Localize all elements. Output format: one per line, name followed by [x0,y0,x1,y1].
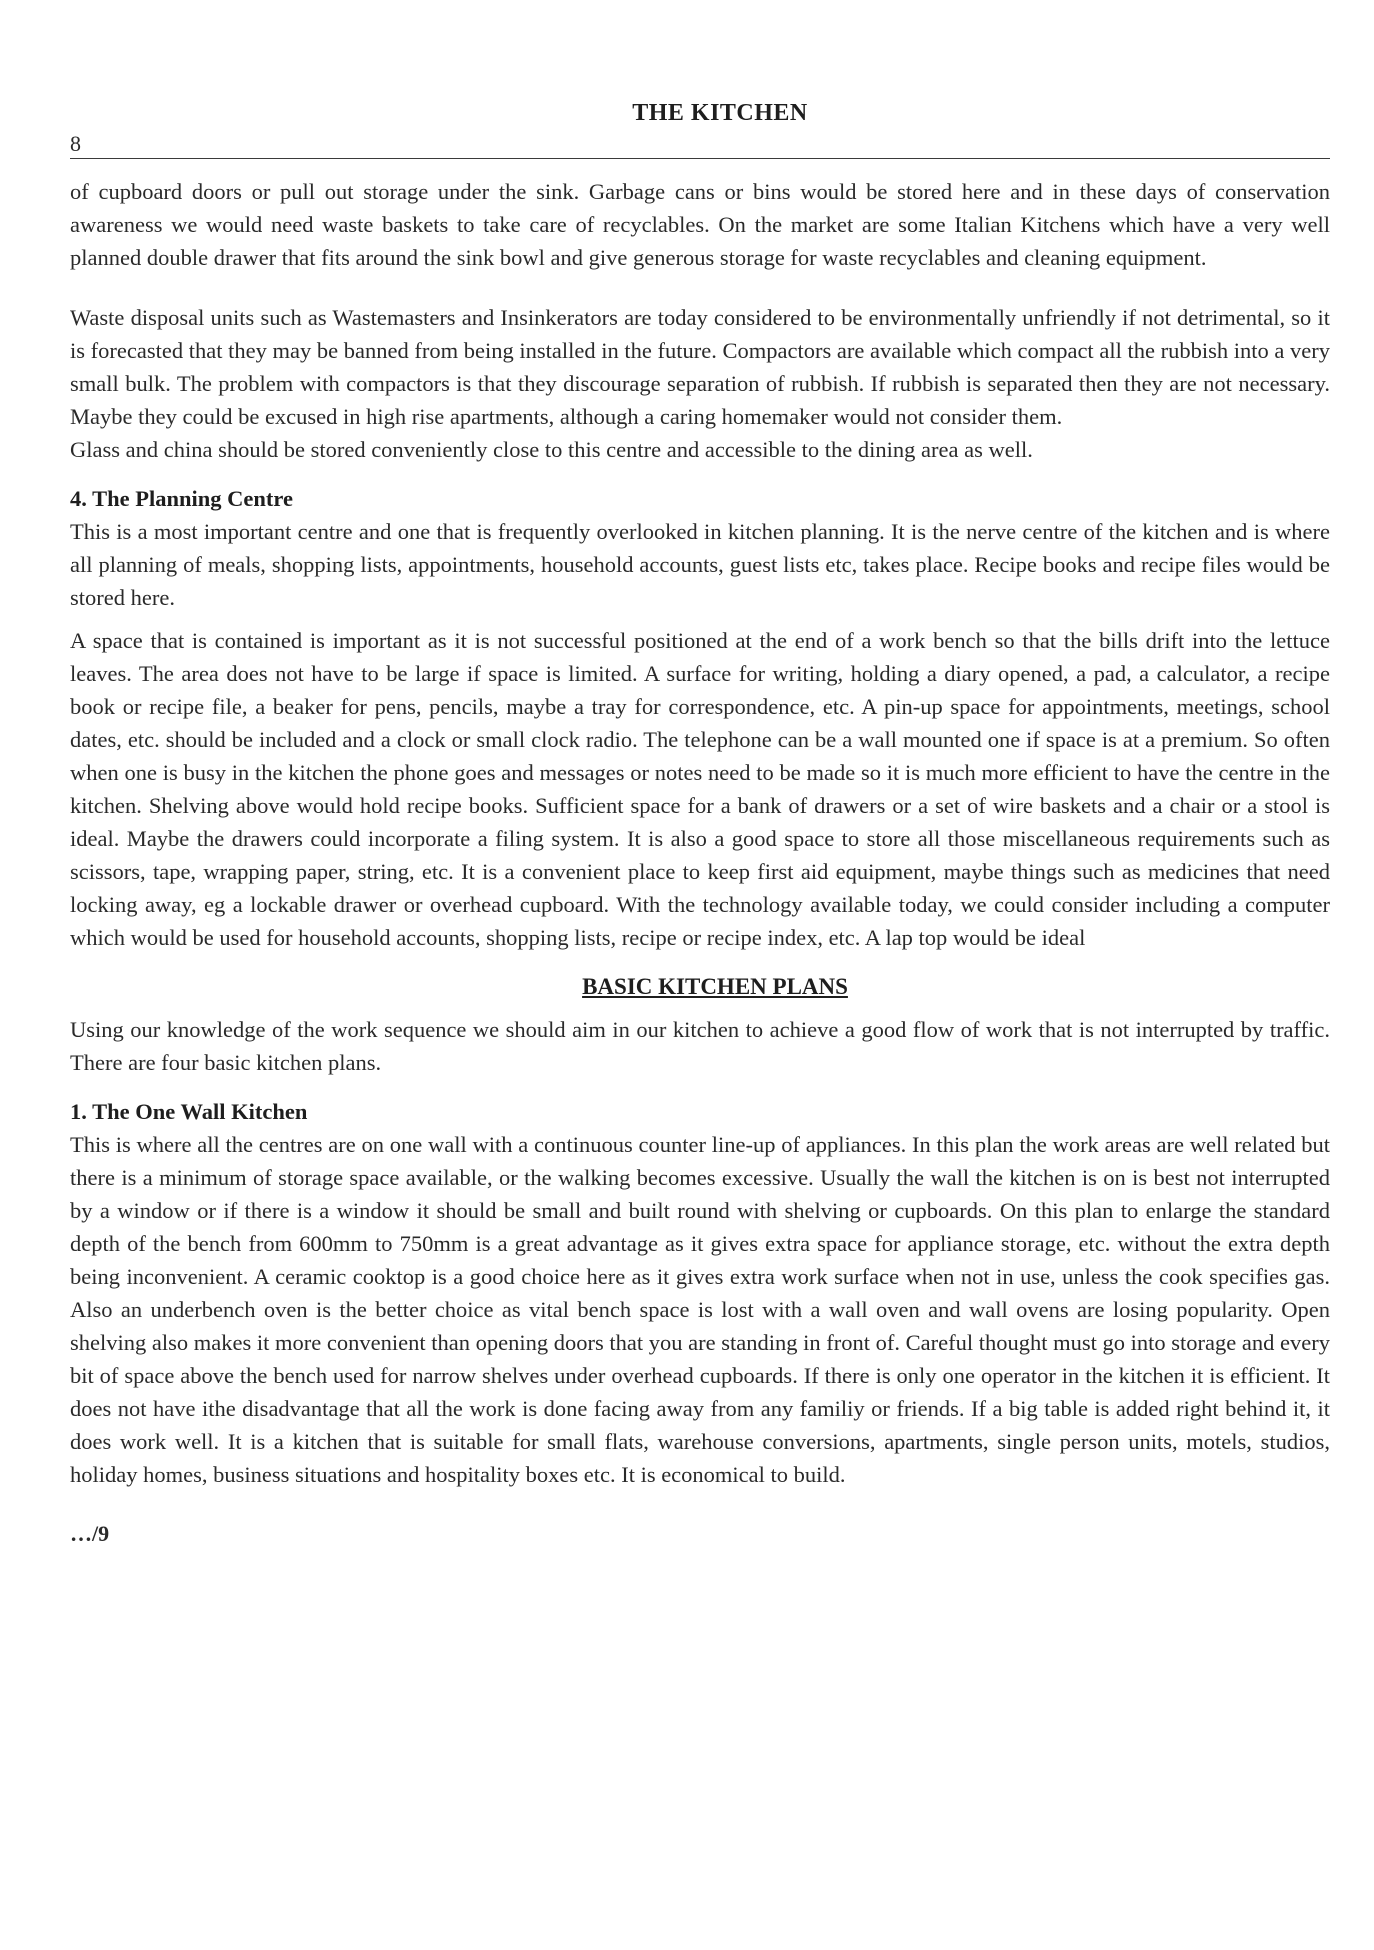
running-title: THE KITCHEN [632,100,808,126]
document-page [70,100,1330,1547]
paragraph-one-wall-kitchen: This is where all the centres are on one wall with a continuous counter line-up of appliances. In this plan the work areas are well related but there is a minimum of storage space available, or the walking becomes excessive. Usually the wall the kitchen is on is best not interrupted by a window or if there is a window it should be small and built round with shelving or cupboards. On this plan to enlarge the standard depth of the bench from 600mm to 750mm is a great advantage as it gives extra space for appliance storage, etc. without the extra depth being inconvenient. A ceramic cooktop is a good choice here as it gives extra work surface when not in use, unless the cook specifies gas. Also an underbench oven is the better choice as vital bench space is lost with a wall oven and wall ovens are losing popularity. Open shelving also makes it more convenient than opening doors that you are standing in front of. Careful thought must go into storage and every bit of space above the bench used for narrow shelves under overhead cupboards. If there is only one operator in the kitchen it is efficient. It does not have ithe disadvantage that all the work is done facing away from any familiy or friends. If a big table is added right behind it, it does work well. It is a kitchen that is suitable for small flats, warehouse conversions, apartments, single person units, motels, studios, holiday homes, business situations and hospitality boxes etc. It is economical to build. [70,1132,1330,1487]
paragraph-sink-storage: of cupboard doors or pull out storage under the sink. Garbage cans or bins would be stored here and in these days of conservation awareness we would need waste baskets to take care of recyclables. On the market are some Italian Kitchens which have a very well planned double drawer that fits around the sink bowl and give generous storage for waste recyclables and cleaning equipment. [70,179,1330,270]
heading-one-wall-kitchen: 1. The One Wall Kitchen [70,1099,308,1124]
paragraph-glass-china: Glass and china should be stored conveniently close to this centre and accessible to the dining area as well. [70,437,1033,462]
heading-basic-kitchen-plans: BASIC KITCHEN PLANS [582,974,848,999]
heading-planning-centre: 4. The Planning Centre [70,486,293,511]
paragraph-basic-plans-intro: Using our knowledge of the work sequence we should aim in our kitchen to achieve a good flow of work that is not interrupted by traffic. There are four basic kitchen plans. [70,1017,1330,1075]
paragraph-waste-disposal: Waste disposal units such as Wastemasters and Insinkerators are today considered to be environmentally unfriendly if not detrimental, so it is forecasted that they may be banned from being installed in the future. Compactors are available which compact all the rubbish into a very small bulk. The problem with compactors is that they discourage separation of rubbish. If rubbish is separated then they are not necessary. Maybe they could be excused in high rise apartments, although a caring homemaker would not consider them. [70,305,1330,429]
header-rule [70,158,1330,159]
paragraph-planning-details: A space that is contained is important as it is not successful positioned at the end of a work bench so that the bills drift into the lettuce leaves. The area does not have to be large if space is limited. A surface for writing, holding a diary opened, a pad, a calculator, a recipe book or recipe file, a beaker for pens, pencils, maybe a tray for correspondence, etc. A pin-up space for appointments, meetings, school dates, etc. should be included and a clock or small clock radio. The telephone can be a wall mounted one if space is at a premium. So often when one is busy in the kitchen the phone goes and messages or notes need to be made so it is much more efficient to have the centre in the kitchen. Shelving above would hold recipe books. Sufficient space for a bank of drawers or a set of wire baskets and a chair or a stool is ideal. Maybe the drawers could incorporate a filing system. It is also a good space to store all those miscellaneous requirements such as scissors, tape, wrapping paper, string, etc. It is a convenient place to keep first aid equipment, maybe things such as medicines that need locking away, eg a lockable drawer or overhead cupboard. With the technology available today, we could consider including a computer which would be used for household accounts, shopping lists, recipe or recipe index, etc. A lap top would be ideal [70,628,1330,950]
continuation-marker: …/9 [70,1521,110,1546]
paragraph-planning-intro: This is a most important centre and one that is frequently overlooked in kitchen planning. It is the nerve centre of the kitchen and is where all planning of meals, shopping lists, appointments, household accounts, guest lists etc, takes place. Recipe books and recipe files would be stored here. [70,519,1330,610]
page-number: 8 [70,131,81,156]
